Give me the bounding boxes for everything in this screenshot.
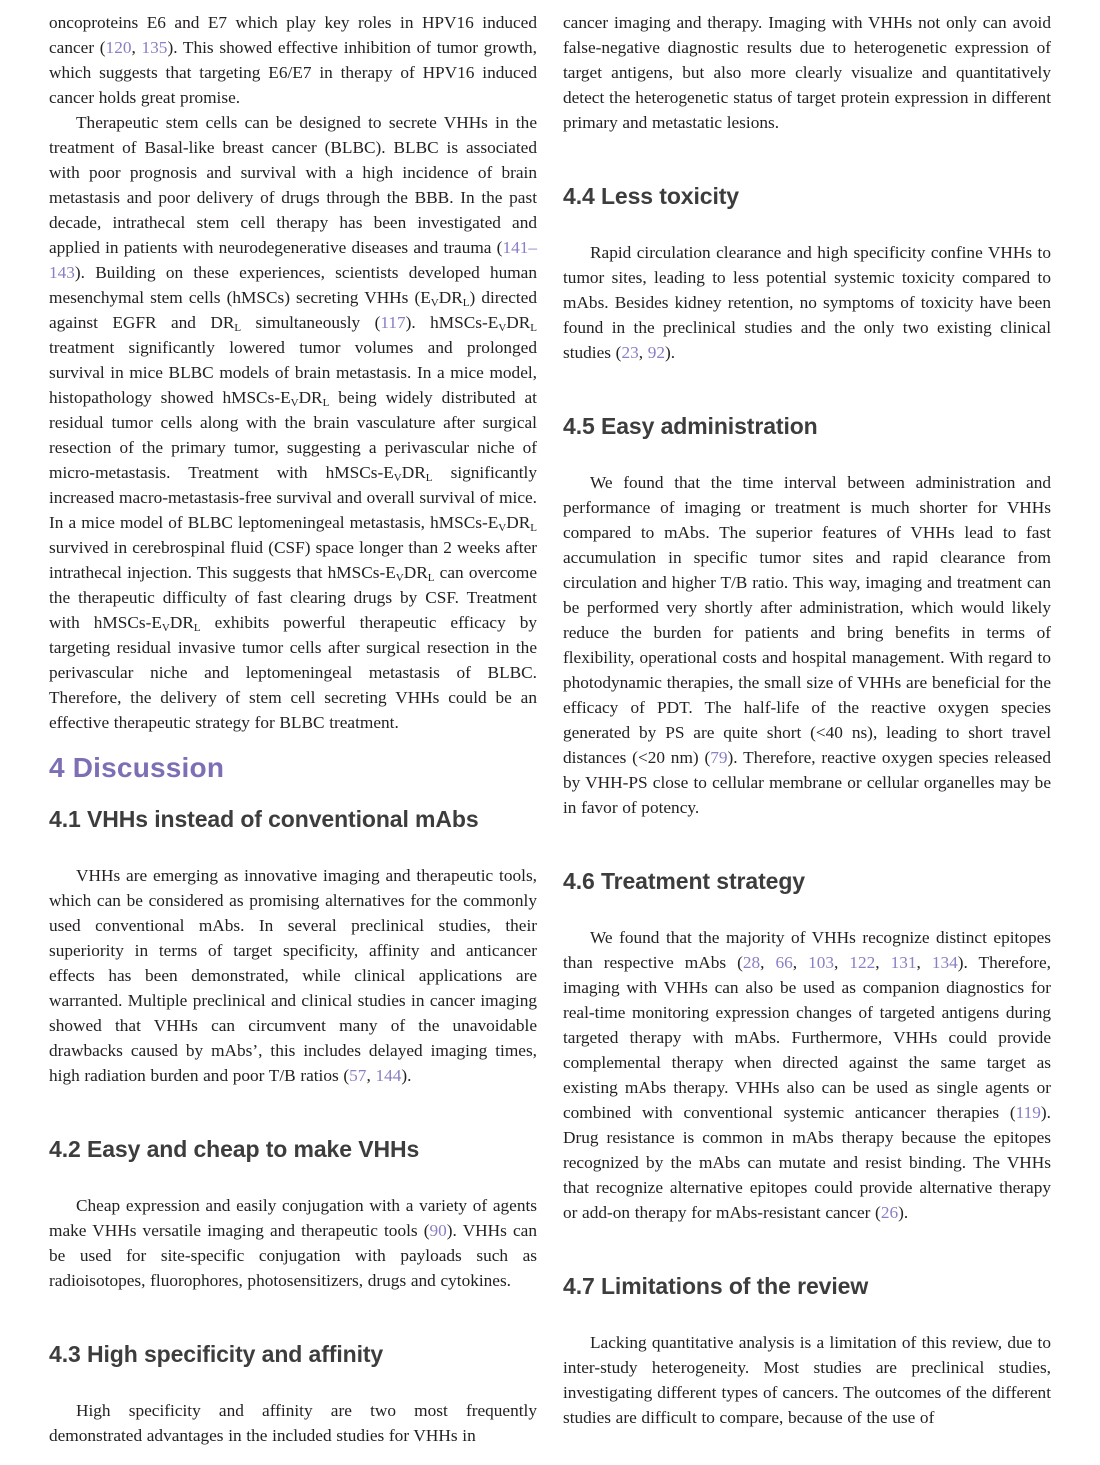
paragraph: High specificity and affinity are two most frequently demonstrated advantages in the included studies for VHHs in bbox=[49, 1401, 537, 1445]
paragraph: Lacking quantitative analysis is a limitation of this review, due to inter-study heterogeneity. Most studies are preclinical studies, investigating different types of cancers. The outcomes of the different studies are difficult to compare, because of the use of bbox=[563, 1333, 1051, 1427]
paragraph: VHHs are emerging as innovative imaging and therapeutic tools, which can be considered as promising alternatives for the commonly used conventional mAbs. In several preclinical studies, their superiority in terms of target specificity, affinity and anticancer effects has been demonstrated, while clinical applications are warranted. Multiple preclinical and clinical studies in cancer imaging showed that VHHs can circumvent many of the unavoidable drawbacks caused by mAbs’, this includes delayed imaging times, high radiation burden and poor T/B ratios (57, 144). bbox=[49, 866, 537, 1085]
subscript-text: V bbox=[290, 397, 299, 409]
citation-link[interactable]: 119 bbox=[1015, 1103, 1041, 1122]
citation-link[interactable]: 134 bbox=[931, 953, 958, 972]
subsection-heading: 4.5 Easy administration bbox=[563, 413, 818, 439]
citation-link[interactable]: 135 bbox=[141, 38, 168, 57]
subsection-heading: 4.1 VHHs instead of conventional mAbs bbox=[49, 806, 479, 832]
citation-link[interactable]: 90 bbox=[429, 1221, 447, 1240]
subscript-text: L bbox=[530, 522, 537, 534]
citation-link[interactable]: 141–143 bbox=[49, 238, 537, 282]
subsection-heading: 4.2 Easy and cheap to make VHHs bbox=[49, 1136, 420, 1162]
citation-link[interactable]: 117 bbox=[380, 313, 406, 332]
citation-link[interactable]: 79 bbox=[710, 748, 728, 767]
subscript-text: V bbox=[430, 297, 439, 309]
citation-link[interactable]: 28 bbox=[742, 953, 761, 972]
subscript-text: L bbox=[462, 297, 470, 309]
right-column bbox=[563, 0, 1051, 1430]
paragraph: Rapid circulation clearance and high specificity confine VHHs to tumor sites, leading to less potential systemic toxicity compared to mAbs. Besides kidney retention, no symptoms of toxicity have been found in the preclinical studies and the only two existing clinical studies (23, 92). bbox=[563, 243, 1051, 362]
subscript-text: L bbox=[193, 622, 201, 634]
subscript-text: L bbox=[322, 397, 330, 409]
subscript-text: V bbox=[161, 622, 170, 634]
subscript-text: L bbox=[425, 472, 433, 484]
section-heading: 4 Discussion bbox=[49, 752, 225, 783]
citation-link[interactable]: 103 bbox=[808, 953, 834, 972]
paragraph: cancer imaging and therapy. Imaging with VHHs not only can avoid false-negative diagnostic results due to heterogenetic expression of target antigens, but also more clearly visualize and quantitatively detect the heterogenetic status of target protein expression in different primary and metastatic lesions. bbox=[563, 13, 1051, 132]
paragraph: We found that the majority of VHHs recognize distinct epitopes than respective mAbs (28, 66, 103, 122, 131, 134). Therefore, imaging with VHHs can also be used as companion diagnostics for real-time monitoring expression changes of targeted antigens during targeted therapy with mAbs. Furthermore, VHHs could provide complemental therapy when directed against the same target as existing mAbs therapy. VHHs also can be used as single agents or combined with conventional systemic anticancer therapies (119). Drug resistance is common in mAbs therapy because the epitopes recognized by the mAbs can mutate and resist binding. The VHHs that recognize alternative epitopes could provide alternative therapy or add-on therapy for mAbs-resistant cancer (26). bbox=[563, 928, 1051, 1222]
paragraph: oncoproteins E6 and E7 which play key roles in HPV16 induced cancer (120, 135). This showed effective inhibition of tumor growth, which suggests that targeting E6/E7 in therapy of HPV16 induced cancer holds great promise. bbox=[49, 13, 537, 107]
subscript-text: V bbox=[395, 572, 404, 584]
subscript-text: L bbox=[234, 322, 242, 334]
citation-link[interactable]: 131 bbox=[890, 953, 917, 972]
citation-link[interactable]: 144 bbox=[375, 1066, 402, 1085]
citation-link[interactable]: 57 bbox=[349, 1066, 367, 1085]
paragraph: We found that the time interval between administration and performance of imaging or treatment is much shorter for VHHs compared to mAbs. The superior features of VHHs lead to fast accumulation in specific tumor sites and rapid clearance from circulation and higher T/B ratio. This way, imaging and treatment can be performed very shortly after administration, which would likely reduce the burden for patients and bring benefits in terms of flexibility, operational costs and hospital management. With regard to photodynamic therapies, the small size of VHHs are beneficial for the efficacy of PDT. The half-life of the reactive oxygen species generated by PS are quite short (<40 ns), leading to short travel distances (<20 nm) (79). Therefore, reactive oxygen species released by VHH-PS close to cellular membrane or cellular organelles may be in favor of potency. bbox=[563, 473, 1051, 817]
subsection-heading: 4.4 Less toxicity bbox=[563, 183, 739, 209]
subscript-text: L bbox=[427, 572, 435, 584]
subscript-text: V bbox=[498, 322, 507, 334]
citation-link[interactable]: 122 bbox=[849, 953, 876, 972]
paragraph: Cheap expression and easily conjugation with a variety of agents make VHHs versatile imaging and therapeutic tools (90). VHHs can be used for site-specific conjugation with payloads such as radioisotopes, fluorophores, photosensitizers, drugs and cytokines. bbox=[49, 1196, 537, 1290]
citation-link[interactable]: 120 bbox=[105, 38, 132, 57]
left-column bbox=[49, 0, 537, 1448]
subscript-text: L bbox=[530, 322, 538, 334]
paragraph: Therapeutic stem cells can be designed to secrete VHHs in the treatment of Basal-like breast cancer (BLBC). BLBC is associated with poor prognosis and survival with a high incidence of brain metastasis and poor delivery of drugs through the BBB. In the past decade, intrathecal stem cell therapy has been investigated and applied in patients with neurodegenerative diseases and trauma (141–143). Building on these experiences, scientists developed human mesenchymal stem cells (hMSCs) secreting VHHs $(E_VDR_L)$ directed against EGFR and $DR_L$ simultaneously (117). hMSCs-$E_VDR_L$ treatment significantly lowered tumor volumes and prolonged survival in mice BLBC models of brain metastasis. In a mice model, histopathology showed hMSCs-$E_VDR_L$ being widely distributed at residual tumor cells along with the brain vasculature after surgical resection of the primary tumor, suggesting a perivascular niche of micro-metastasis. Treatment with hMSCs-$E_VDR_L$ significantly increased macro-metastasis-free survival and overall survival of mice. In a mice model of BLBC leptomeningeal metastasis, hMSCs-$E_VDR_L$ survived in cerebrospinal fluid (CSF) space longer than 2 weeks after intrathecal injection. This suggests that hMSCs-$E_VDR_L$ can overcome the therapeutic difficulty of fast clearing drugs by CSF. Treatment with hMSCs-$E_VDR_L$ exhibits powerful therapeutic efficacy by targeting residual invasive tumor cells after surgical resection in the perivascular niche and leptomeningeal metastasis of BLBC. Therefore, the delivery of stem cell secreting VHHs could be an effective therapeutic strategy for BLBC treatment. bbox=[49, 113, 538, 732]
citation-link[interactable]: 66 bbox=[775, 953, 793, 972]
citation-link[interactable]: 26 bbox=[880, 1203, 899, 1222]
subscript-text: V bbox=[498, 522, 507, 534]
subsection-heading: 4.7 Limitations of the review bbox=[563, 1273, 869, 1299]
subsection-heading: 4.6 Treatment strategy bbox=[563, 868, 805, 894]
citation-link[interactable]: 23 bbox=[621, 343, 639, 362]
subsection-heading: 4.3 High specificity and affinity bbox=[49, 1341, 384, 1367]
subscript-text: V bbox=[393, 472, 402, 484]
citation-link[interactable]: 92 bbox=[647, 343, 665, 362]
